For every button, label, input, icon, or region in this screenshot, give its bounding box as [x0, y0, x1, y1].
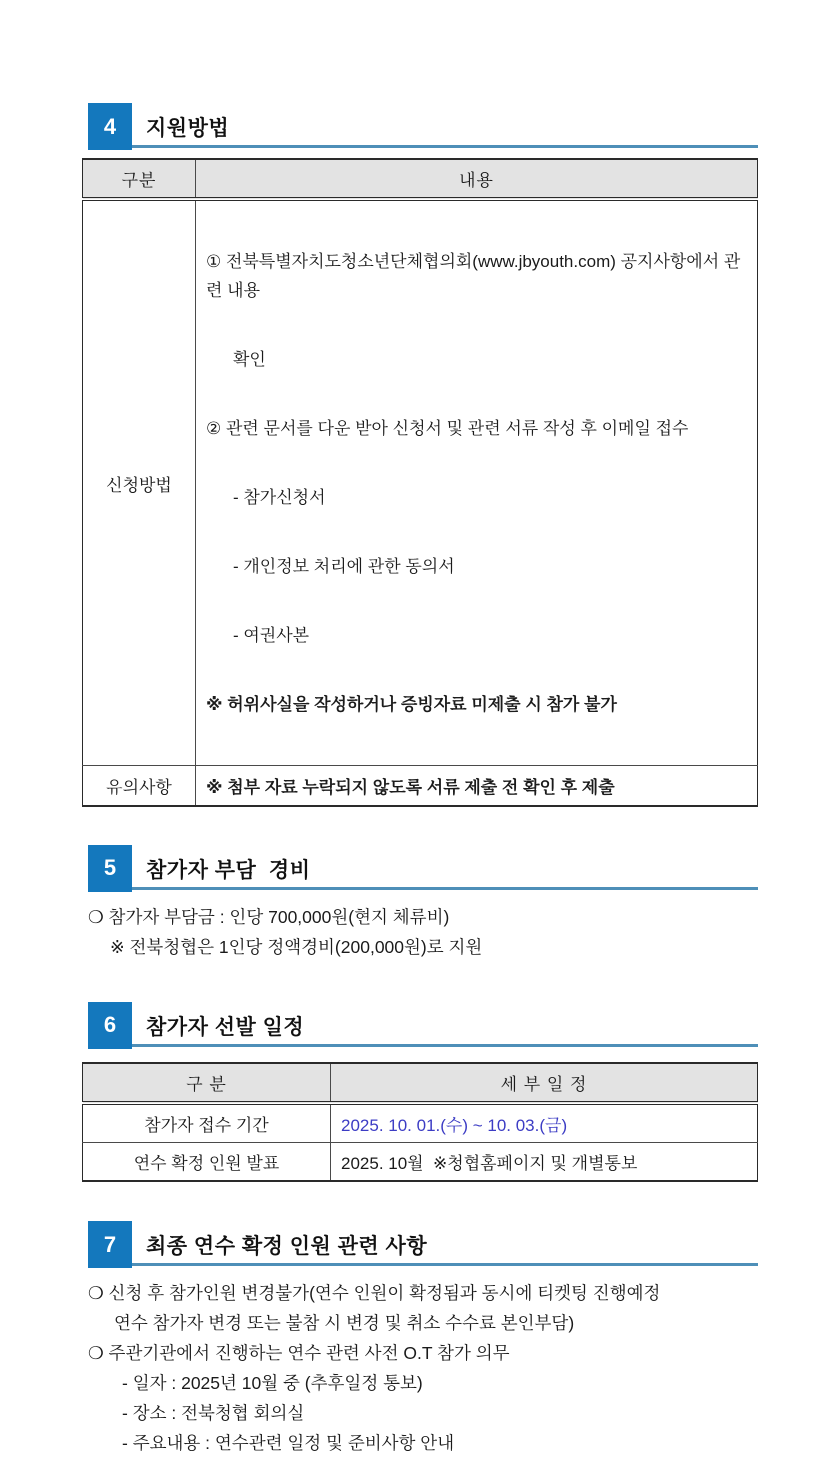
section-7-header	[82, 1221, 758, 1268]
list-sub-item: - 일자 : 2025년 10월 중 (추후일정 통보)	[122, 1373, 423, 1393]
section-5-rule	[132, 887, 758, 890]
section-5-header	[82, 845, 758, 892]
list-sub-item: - 주요내용 : 연수관련 일정 및 준비사항 안내	[122, 1433, 455, 1453]
section-7-number-badge: 7	[88, 1221, 132, 1268]
detail-line: - 개인정보 처리에 관한 동의서	[233, 557, 455, 576]
detail-line: ② 관련 문서를 다운 받아 신청서 및 관련 서류 작성 후 이메일 접수	[206, 419, 689, 438]
reception-period-value: 2025. 10. 01.(수) ~ 10. 03.(금)	[331, 1103, 758, 1143]
selection-schedule-table	[82, 1062, 758, 1183]
list-item: ❍ 주관기관에서 진행하는 연수 관련 사전 O.T 참가 의무	[88, 1343, 510, 1363]
section-7-rule	[132, 1263, 758, 1266]
section-6-rule	[132, 1044, 758, 1047]
section-4-header	[82, 103, 758, 150]
list-item: ❍ 신청 후 참가인원 변경불가(연수 인원이 확정됨과 동시에 티켓팅 진행예정	[88, 1283, 661, 1303]
confirmation-announcement-value: 2025. 10월 ※청협홈페이지 및 개별통보	[331, 1142, 758, 1181]
section-5-number-badge: 5	[88, 845, 132, 892]
section-4-number-badge: 4	[88, 103, 132, 150]
row-label-precautions: 유의사항	[83, 766, 196, 806]
column-header-schedule: 세 부 일 정	[331, 1063, 758, 1103]
table-header-row	[83, 1063, 758, 1103]
table-row	[83, 766, 758, 806]
section-4-rule	[132, 145, 758, 148]
column-header-category: 구 분	[83, 1063, 331, 1103]
column-header-category: 구분	[83, 159, 196, 199]
section-4-title: 지원방법	[146, 117, 230, 140]
participant-cost-list	[82, 902, 758, 962]
document-content	[82, 0, 758, 1458]
application-method-table	[82, 158, 758, 807]
column-header-contents: 내용	[196, 159, 758, 199]
detail-line: - 참가신청서	[233, 488, 326, 507]
table-header-row	[83, 159, 758, 199]
row-label-reception-period: 참가자 접수 기간	[144, 1115, 269, 1135]
section-7-title: 최종 연수 확정 인원 관련 사항	[146, 1235, 428, 1258]
warning-line: ※ 허위사실을 작성하거나 증빙자료 미제출 시 참가 불가	[206, 695, 617, 714]
row-label-confirmation-announcement: 연수 확정 인원 발표	[83, 1142, 331, 1181]
detail-line: ① 전북특별자치도청소년단체협의회(www.jbyouth.com) 공지사항에서 관련 내용	[206, 252, 741, 300]
list-item-continuation: 연수 참가자 변경 또는 불참 시 변경 및 취소 수수료 본인부담)	[114, 1313, 575, 1333]
cost-note: ※ 전북청협은 1인당 정액경비(200,000원)로 지원	[110, 936, 483, 957]
final-confirmation-list	[82, 1278, 758, 1458]
detail-line: - 여권사본	[233, 626, 310, 645]
detail-line: 확인	[233, 350, 266, 369]
table-row	[83, 1103, 758, 1143]
cost-bullet: ❍ 참가자 부담금 : 인당 700,000원(현지 체류비)	[88, 906, 450, 927]
section-6-number-badge: 6	[88, 1002, 132, 1049]
section-6-title: 참가자 선발 일정	[146, 1015, 305, 1039]
list-sub-item: - 장소 : 전북청협 회의실	[122, 1403, 305, 1423]
table-row	[83, 1142, 758, 1181]
row-label-application-method: 신청방법	[106, 475, 172, 495]
application-method-details	[196, 199, 758, 766]
section-5-title: 참가자 부담 경비	[146, 858, 311, 882]
table-row	[83, 199, 758, 766]
section-6-header	[82, 1002, 758, 1049]
precautions-text: ※ 첨부 자료 누락되지 않도록 서류 제출 전 확인 후 제출	[196, 766, 758, 806]
